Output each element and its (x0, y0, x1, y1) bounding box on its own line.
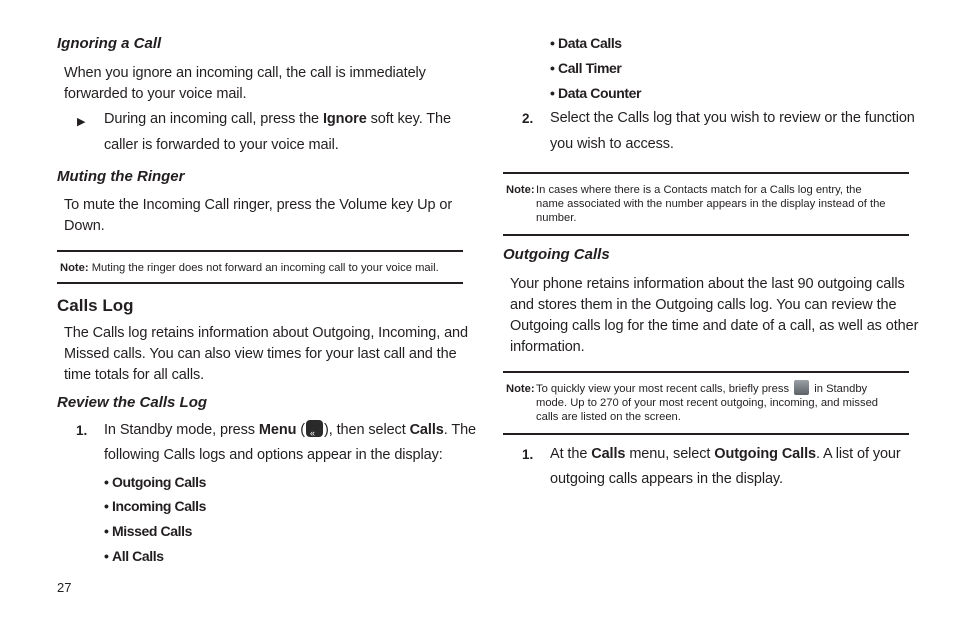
list-item: • All Calls (104, 548, 164, 564)
send-key-icon (794, 380, 809, 395)
list-item: • Data Calls (550, 35, 622, 51)
ignoring-para-line2: forwarded to your voice mail. (64, 86, 247, 102)
outgoing-para-line2: and stores them in the Outgoing calls log. You can review the (510, 297, 897, 313)
ignoring-para-line1: When you ignore an incoming call, the call is immediately (64, 65, 426, 81)
page-number: 27 (57, 580, 72, 595)
calls-log-para-line2: Missed calls. You can also view times for your last call and the (64, 346, 457, 362)
list-item: • Call Timer (550, 60, 622, 76)
note-text: Muting the ringer does not forward an incoming call to your voice mail. (88, 262, 439, 274)
arrow-bullet-icon: ▶ (77, 116, 86, 128)
note-text-line3: number. (536, 212, 577, 224)
calls-log-para-line3: time totals for all calls. (64, 367, 205, 383)
note-label: Note: (506, 184, 535, 196)
step-number: 1. (522, 447, 534, 462)
note-text-line1: To quickly view your most recent calls, briefly press in Standby (536, 380, 867, 396)
note-recent-calls (503, 371, 909, 435)
muting-para-line2: Down. (64, 218, 105, 234)
outgoing-heading: Outgoing Calls (503, 246, 610, 263)
calls-log-para-line1: The Calls log retains information about Outgoing, Incoming, and (64, 325, 468, 341)
note-label: Note: (506, 383, 535, 395)
ignoring-bullet-line1: During an incoming call, press the Ignore soft key. The (104, 111, 451, 127)
list-item: • Incoming Calls (104, 498, 206, 514)
outgoing-step1-line2: outgoing calls appears in the display. (550, 471, 783, 487)
review-step1-line2: following Calls logs and options appear in the display: (104, 447, 443, 463)
note-text-line1: In cases where there is a Contacts match for a Calls log entry, the (536, 184, 862, 196)
menu-key-icon (306, 420, 323, 437)
ignoring-bullet-line2: caller is forwarded to your voice mail. (104, 137, 339, 153)
list-item: • Missed Calls (104, 523, 193, 539)
note-muting (57, 250, 463, 284)
ignoring-heading: Ignoring a Call (57, 35, 162, 52)
list-item: • Data Counter (550, 85, 642, 101)
note-text-line2: name associated with the number appears in the display instead of the (536, 198, 886, 210)
outgoing-step1-line1: At the Calls menu, select Outgoing Calls. A list of your (550, 446, 901, 462)
muting-para-line1: To mute the Incoming Call ringer, press the Volume key Up or (64, 197, 453, 213)
note-text-line2: mode. Up to 270 of your most recent outgoing, incoming, and missed (536, 397, 879, 409)
note-label: Note: (60, 262, 89, 274)
step2-line1: Select the Calls log that you wish to review or the function (550, 110, 915, 126)
step-number: 1. (76, 423, 88, 438)
note-contacts-match (503, 172, 909, 236)
list-item: • Outgoing Calls (104, 474, 206, 490)
step-number: 2. (522, 111, 534, 126)
review-step1-line1: In Standby mode, press Menu (« ), then select Calls. The (104, 420, 476, 441)
outgoing-para-line4: information. (510, 339, 585, 355)
outgoing-para-line1: Your phone retains information about the last 90 outgoing calls (510, 276, 905, 292)
review-heading: Review the Calls Log (57, 394, 208, 411)
calls-log-heading: Calls Log (57, 296, 134, 315)
outgoing-para-line3: Outgoing calls log for the time and date of a call, as well as other (510, 318, 919, 334)
muting-heading: Muting the Ringer (57, 168, 185, 185)
step2-line2: you wish to access. (550, 136, 674, 152)
note-text-line3: calls are listed on the screen. (536, 411, 681, 423)
